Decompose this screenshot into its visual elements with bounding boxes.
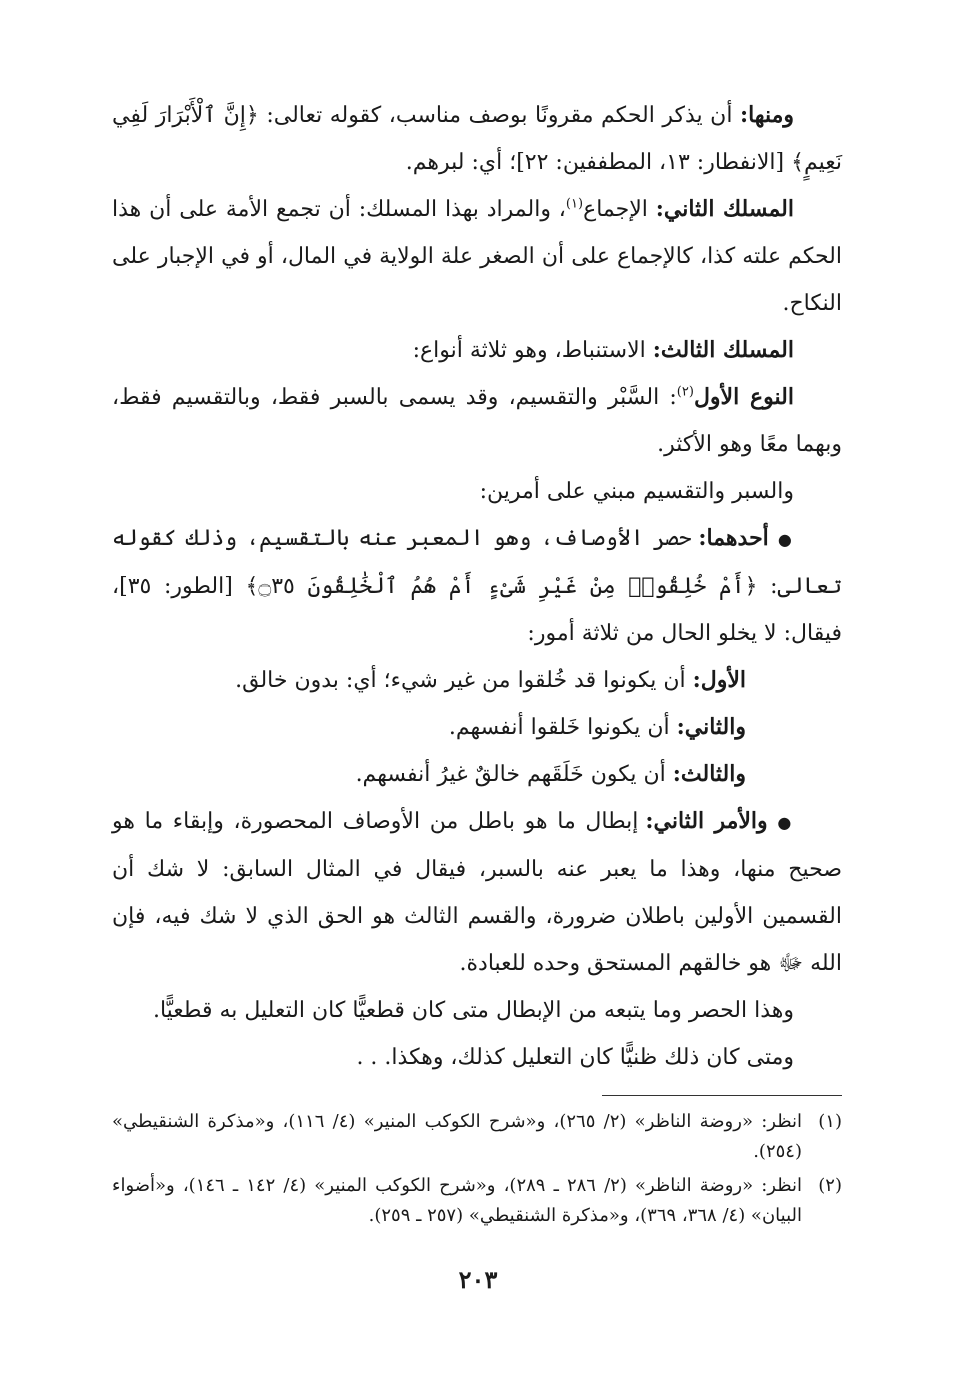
heading-thalith: والثالث:	[672, 761, 746, 787]
bullet-icon: ●	[777, 530, 794, 549]
heading-maslak-3: المسلك الثالث:	[652, 337, 794, 363]
paragraph-12	[112, 1034, 842, 1081]
paragraph-8-text: أن يكونوا خَلقوا أنفسهم.	[448, 715, 677, 740]
paragraph-1	[112, 92, 842, 186]
paragraph-6-text: حصر الأوصاف، وهو المعبر عنه بالتقسيم، وذلك كقوله تعالى: ﴿أَمْ خُلِقُوا۟ مِنْ غَيْرِ شَىْءٍ أَمْ هُمُ ٱلْخَٰلِقُونَ ۝٣٥﴾ [الطور: ٣٥]، فيقال: لا يخلو الحال من ثلاثة أمور:	[112, 526, 842, 646]
heading-awwal: الأول:	[692, 667, 746, 693]
paragraph-9	[112, 751, 842, 798]
footnotes	[112, 1107, 842, 1235]
footnote-1-text: انظر: «روضة الناظر» (٢/ ٢٦٥)، و«شرح الكوكب المنير» (٤/ ١١٦)، و«مذكرة الشنقيطي» (٢٥٤).	[112, 1111, 802, 1162]
heading-thani: والثاني:	[676, 714, 746, 740]
paragraph-7	[112, 657, 842, 704]
footnote-ref-2[interactable]: (٢)	[676, 384, 694, 400]
footnote-1	[112, 1107, 842, 1167]
paragraph-2-text-b: ، والمراد بهذا المسلك: أن تجمع الأمة على أن هذا الحكم علته كذا، كالإجماع على أن الصغر علة الولاية في المال، أو في الإجبار على النكاح.	[112, 197, 842, 316]
paragraph-4-text: : السَّبْر والتقسيم، وقد يسمى بالسبر فقط، وبالتقسيم فقط، وبهما معًا وهو الأكثر.	[112, 385, 842, 457]
main-text	[112, 92, 842, 1081]
paragraph-1-text: أن يذكر الحكم مقرونًا بوصف مناسب، كقوله تعالى: ﴿إِنَّ ٱلْأَبْرَارَ لَفِي نَعِيمٍ﴾ [الانفطار: ١٣، المطففين: ٢٢]؛ أي: لبرهم.	[112, 103, 842, 175]
paragraph-4	[112, 374, 842, 468]
footnote-ref-1[interactable]: (١)	[565, 196, 584, 212]
page-number: ٢٠٣	[458, 1265, 498, 1294]
footnote-2-number: (٢)	[818, 1175, 842, 1196]
paragraph-11	[112, 987, 842, 1034]
paragraph-5-text: والسبر والتقسيم مبني على أمرين:	[479, 479, 794, 504]
paragraph-11-text: وهذا الحصر وما يتبعه من الإبطال متى كان قطعيًّا كان التعليل به قطعيًّا.	[152, 998, 794, 1023]
paragraph-3-text: الاستنباط، وهو ثلاثة أنواع:	[412, 338, 653, 363]
heading-minha: ومنها:	[739, 102, 794, 128]
paragraph-3	[112, 327, 842, 374]
paragraph-7-text: أن يكونوا قد خُلقوا من غير شيء؛ أي: بدون خالق.	[235, 668, 693, 693]
paragraph-2	[112, 186, 842, 327]
heading-naw-1: النوع الأول	[693, 384, 794, 410]
paragraph-6	[112, 515, 842, 657]
paragraph-2-text-a: الإجماع	[583, 197, 656, 222]
bullet-icon: ●	[777, 813, 794, 832]
paragraph-10	[112, 798, 842, 987]
heading-amr-thani: والأمر الثاني:	[645, 808, 768, 834]
footnote-divider	[602, 1095, 842, 1096]
footnote-2-text: انظر: «روضة الناظر» (٢/ ٢٨٦ ـ ٢٨٩)، و«شرح الكوكب المنير» (٤/ ١٤٢ ـ ١٤٦)، و«أضواء البيان» (٤/ ٣٦٨، ٣٦٩)، و«مذكرة الشنقيطي» (٢٥٧ ـ ٢٥٩).	[112, 1175, 802, 1226]
heading-maslak-2: المسلك الثاني:	[655, 196, 794, 222]
paragraph-10-text: إبطال ما هو باطل من الأوصاف المحصورة، وإبقاء ما هو صحيح منها، وهذا ما يعبر عنه بالسبر، فيقال في المثال السابق: لا شك أن القسمين الأولين باطلان ضرورة، والقسم الثالث هو الحق الذي لا شك فيه، فإن الله ﷻ هو خالقهم المستحق وحده للعبادة.	[112, 809, 842, 976]
heading-ahaduhuma: أحدهما:	[698, 525, 769, 551]
paragraph-9-text: أن يكون خَلَقَهم خالقٌ غيرُ أنفسهم.	[355, 762, 673, 787]
footnote-1-number: (١)	[818, 1111, 842, 1132]
footnote-2	[112, 1171, 842, 1231]
paragraph-8	[112, 704, 842, 751]
paragraph-5	[112, 468, 842, 515]
paragraph-12-text: ومتى كان ذلك ظنيًّا كان التعليل كذلك، وهكذا. . .	[356, 1045, 794, 1070]
